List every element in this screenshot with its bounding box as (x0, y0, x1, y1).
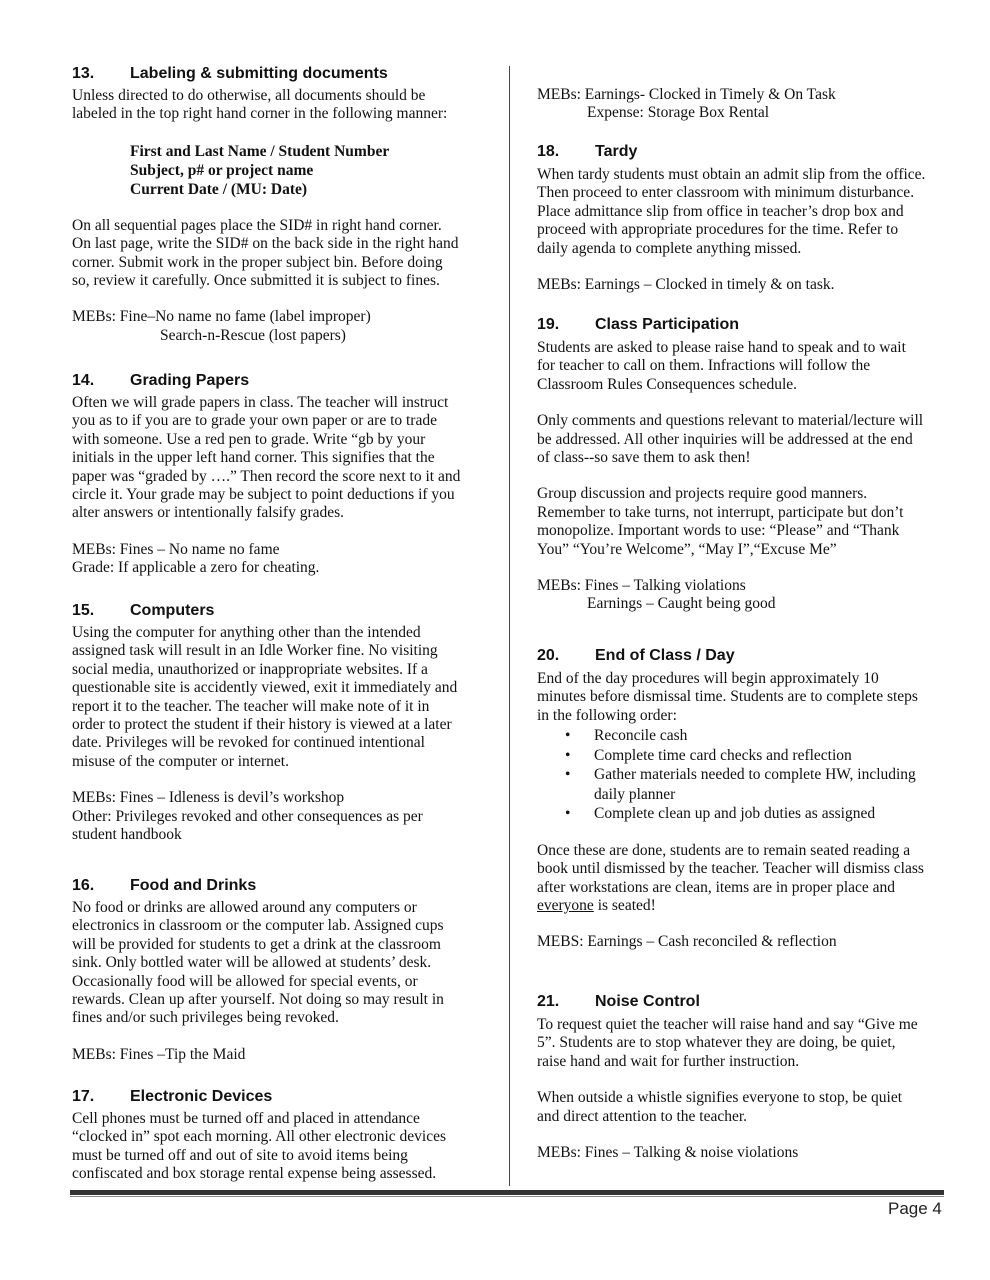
section-13-mebs: MEBs: Fine–No name no fame (label improper) Search-n-Rescue (lost papers) (72, 308, 371, 344)
section-15-heading: 15. Computers (72, 602, 215, 619)
column-divider (509, 66, 510, 1186)
section-17-body: Cell phones must be turned off and placed in attendance “clocked in” spot each morning. All other electronic devices must be turned off and out of site to avoid items being confiscated and box storage rental expense being assessed. (72, 1110, 447, 1183)
section-21-mebs: MEBs: Fines – Talking & noise violations (537, 1144, 799, 1162)
section-13-heading: 13. Labeling & submitting documents (72, 65, 388, 82)
section-15-mebs: MEBs: Fines – Idleness is devil’s workshop Other: Privileges revoked and other consequences as per student handbook (72, 789, 423, 844)
section-18-body: When tardy students must obtain an admit slip from the office. Then proceed to enter classroom with minimum disturbance. Place admittance slip from office in teacher’s drop box and proceed with appropriate procedures for the time. Refer to daily agenda to complete anything missed. (537, 166, 926, 257)
section-21-p1: To request quiet the teacher will raise hand and say “Give me 5”. Students are to stop whatever they are doing, be quiet, raise hand and wait for further instruction. (537, 1016, 918, 1070)
section-18-heading: 18. Tardy (537, 143, 638, 160)
section-18-mebs: MEBs: Earnings – Clocked in timely & on task. (537, 276, 835, 294)
list-item: • Complete clean up and job duties as assigned (537, 804, 957, 824)
section-16 (72, 876, 492, 1064)
section-19-heading: 19. Class Participation (537, 316, 740, 333)
section-17 (72, 1087, 492, 1184)
section-13 (72, 64, 492, 345)
section-19-p2: Only comments and questions relevant to material/lecture will be addressed. All other inquiries will be addressed at the end of class--so save them to ask then! (537, 412, 924, 467)
section-14-body: Often we will grade papers in class. The teacher will instruct you as to if you are to grade your own paper or are to trade with someone. Use a red pen to grade. Write “gb by your initials in the upper left hand corner. This signifies that the paper was “graded by ….” Then record the score next to it and circle it. Your grade may be subject to point deductions if you alter answers or intentionally falsify grades. (72, 394, 461, 522)
list-item: • Reconcile cash (537, 726, 957, 746)
section-21 (537, 992, 957, 1162)
section-15 (72, 601, 492, 844)
section-20-mebs: MEBS: Earnings – Cash reconciled & reflection (537, 933, 837, 951)
section-20-body: End of the day procedures will begin approximately 10 minutes before dismissal time. Students are to complete steps in the following order: (537, 670, 918, 724)
section-15-body: Using the computer for anything other than the intended assigned task will result in an Idle Worker fine. No visiting social media, unauthorized or inappropriate websites. If a questionable site is accidently viewed, exit it immediately and report it to the teacher. The teacher will make note of it in order to protect the student if their history is viewed at a later date. Privileges will be revoked for continued intentional misuse of the computer or internet. (72, 624, 458, 770)
label-format-block: First and Last Name / Student Number Subject, p# or project name Current Date / (MU: Date) (130, 142, 390, 198)
section-19 (537, 315, 957, 614)
page-number: Page 4 (888, 1199, 942, 1218)
footer-rule (70, 1190, 944, 1195)
section-16-body: No food or drinks are allowed around any computers or electronics in classroom or the computer lab. Assigned cups will be provided for students to get a drink at the classroom sink. Only bottled water will be allowed at students’ desk. Occasionally food will be allowed for special events, or rewards. Clean up after yourself. Not doing so may result in fines and/or such privileges being revoked. (72, 899, 444, 1027)
section-13-body: On all sequential pages place the SID# in right hand corner. On last page, write the SID# on the back side in the right hand corner. Submit work in the proper subject bin. Before doing so, review it carefully. Once submitted it is subject to fines. (72, 216, 459, 290)
section-16-mebs: MEBs: Fines –Tip the Maid (72, 1045, 246, 1063)
section-14-heading: 14. Grading Papers (72, 372, 250, 389)
section-19-p3: Group discussion and projects require good manners. Remember to take turns, not interrupt, participate but don’t monopolize. Important words to use: “Please” and “Thank You” “You’re Welcome”, “May I”,“Excuse Me” (537, 485, 904, 558)
section-14-mebs: MEBs: Fines – No name no fame Grade: If applicable a zero for cheating. (72, 540, 320, 577)
section-17-heading: 17. Electronic Devices (72, 1088, 273, 1105)
section-19-mebs: MEBs: Fines – Talking violations Earnings – Caught being good (537, 577, 776, 613)
section-20 (537, 646, 957, 952)
section-16-heading: 16. Food and Drinks (72, 877, 257, 894)
section-17-mebs: MEBs: Earnings- Clocked in Timely & On Task Expense: Storage Box Rental (537, 86, 836, 122)
footer-rule-thin (70, 1196, 944, 1197)
section-19-p1: Students are asked to please raise hand to speak and to wait for teacher to call on them. Infractions will follow the Classroom Rules Consequences schedule. (537, 339, 906, 393)
section-14 (72, 371, 492, 578)
end-of-day-steps-list (537, 726, 957, 824)
section-20-after: Once these are done, students are to remain seated reading a book until dismissed by the teacher. Teacher will dismiss class after workstations are clean, items are in proper place and everyone is seated! (537, 841, 924, 914)
section-18 (537, 142, 957, 294)
list-item: • Complete time card checks and reflection (537, 746, 957, 766)
list-item: • Gather materials needed to complete HW, including daily planner (537, 765, 957, 804)
section-20-heading: 20. End of Class / Day (537, 647, 735, 664)
section-13-intro: Unless directed to do otherwise, all documents should be labeled in the top right hand corner in the following manner: (72, 87, 448, 123)
underlined-word: everyone (537, 896, 594, 914)
section-21-heading: 21. Noise Control (537, 993, 700, 1010)
section-21-p2: When outside a whistle signifies everyone to stop, be quiet and direct attention to the teacher. (537, 1089, 903, 1125)
